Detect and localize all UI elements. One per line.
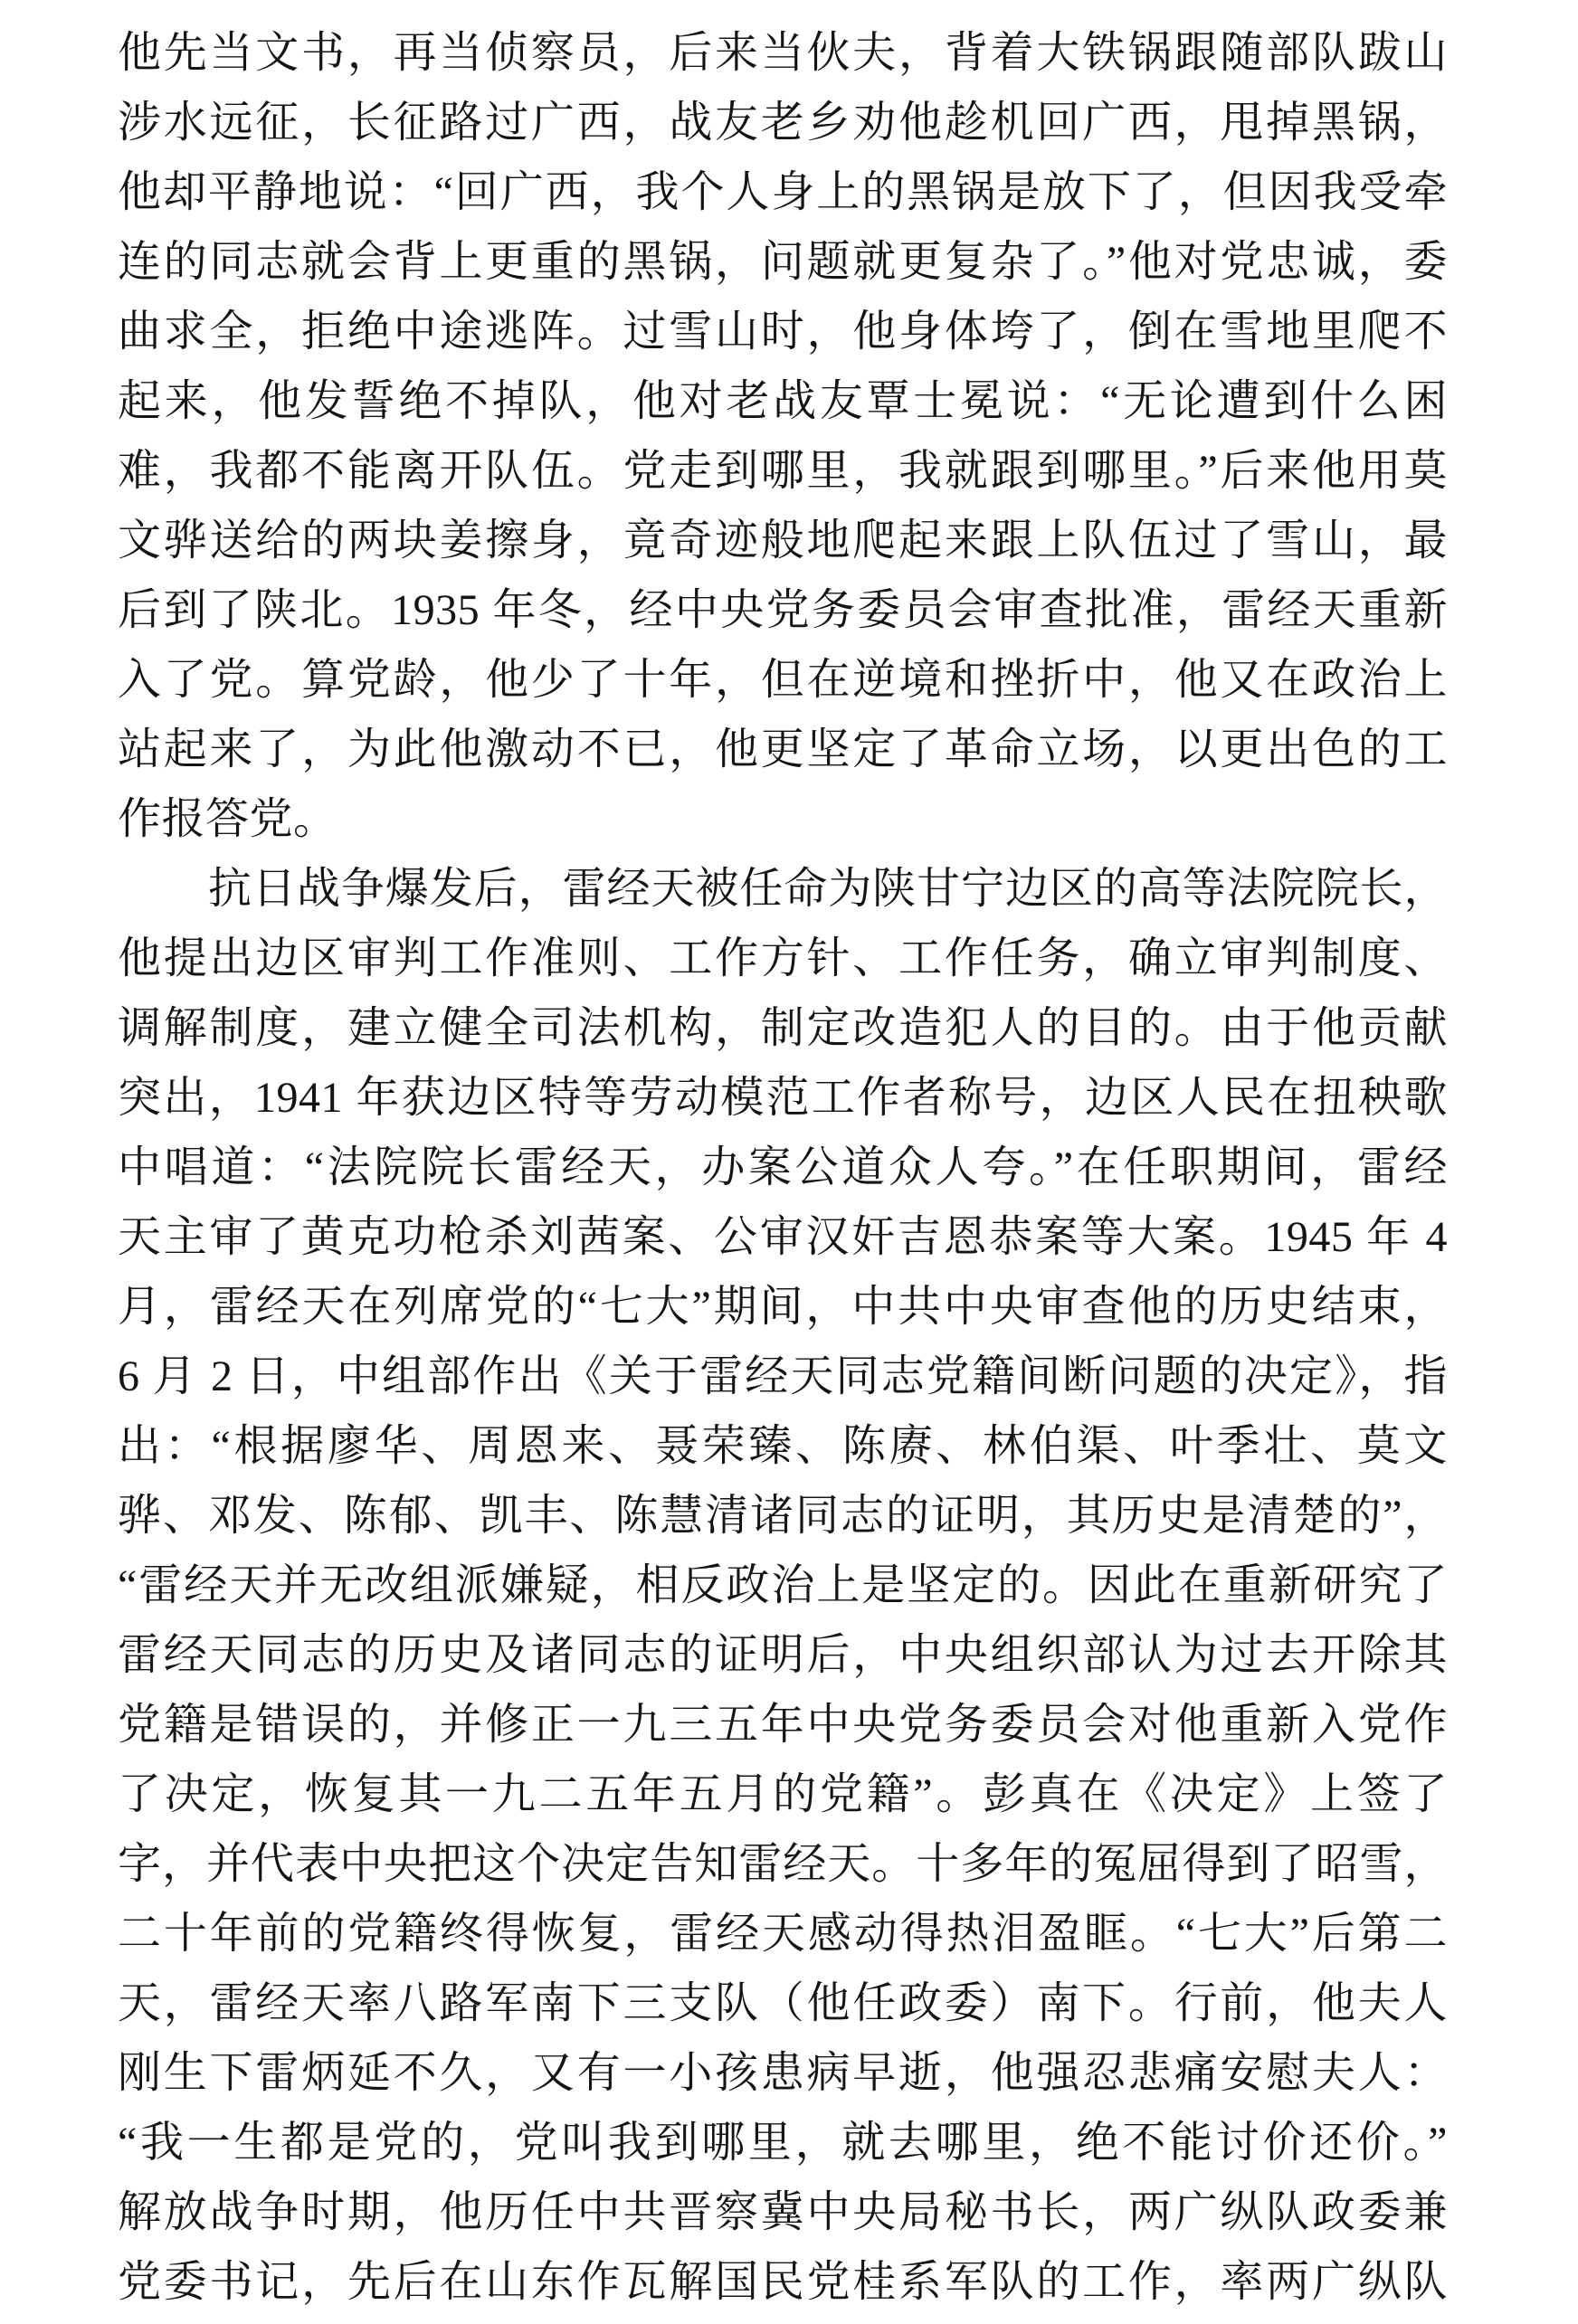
text-line: 突出，1941 年获边区特等劳动模范工作者称号，边区人民在扭秧歌 <box>118 1074 1448 1122</box>
text-line: 6 月 2 日，中组部作出《关于雷经天同志党籍间断问题的决定》，指 <box>118 1352 1448 1400</box>
text-line: 字，并代表中央把这个决定告知雷经天。十多年的冤屈得到了昭雪， <box>118 1840 1448 1888</box>
text-line: 雷经天同志的历史及诸同志的证明后，中央组织部认为过去开除其 <box>118 1631 1448 1679</box>
text-line: “雷经天并无改组派嫌疑，相反政治上是坚定的。因此在重新研究了 <box>118 1561 1448 1609</box>
text-line: 党委书记，先后在山东作瓦解国民党桂系军队的工作，率两广纵队 <box>118 2258 1448 2306</box>
text-line: 他却平静地说：“回广西，我个人身上的黑锅是放下了，但因我受牵 <box>118 168 1448 216</box>
text-line: 曲求全，拒绝中途逃阵。过雪山时，他身体垮了，倒在雪地里爬不 <box>118 308 1448 356</box>
text-line: 天主审了黄克功枪杀刘茜案、公审汉奸吉恩恭案等大案。1945 年 4 <box>118 1213 1448 1261</box>
text-line: 了决定，恢复其一九二五年五月的党籍”。彭真在《决定》上签了 <box>118 1770 1448 1818</box>
text-line: 骅、邓发、陈郁、凯丰、陈慧清诸同志的证明，其历史是清楚的”， <box>118 1492 1448 1540</box>
text-line: 他提出边区审判工作准则、工作方针、工作任务，确立审判制度、 <box>118 934 1448 982</box>
text-block <box>118 18 1448 2317</box>
text-line: 天，雷经天率八路军南下三支队（他任政委）南下。行前，他夫人 <box>118 1979 1448 2027</box>
text-line: 起来，他发誓绝不掉队，他对老战友覃士冕说：“无论遭到什么困 <box>118 377 1448 425</box>
text-line: 月，雷经天在列席党的“七大”期间，中共中央审查他的历史结束， <box>118 1283 1448 1331</box>
text-line: 他先当文书，再当侦察员，后来当伙夫，背着大铁锅跟随部队跋山 <box>118 29 1448 77</box>
text-line: 二十年前的党籍终得恢复，雷经天感动得热泪盈眶。“七大”后第二 <box>118 1910 1448 1958</box>
text-line-paragraph-start: 抗日战争爆发后，雷经天被任命为陕甘宁边区的高等法院院长， <box>208 865 1448 913</box>
text-line: 党籍是错误的，并修正一九三五年中央党务委员会对他重新入党作 <box>118 1701 1448 1749</box>
text-line: 连的同志就会背上更重的黑锅，问题就更复杂了。”他对党忠诚，委 <box>118 238 1448 286</box>
text-line: 入了党。算党龄，他少了十年，但在逆境和挫折中，他又在政治上 <box>118 656 1448 704</box>
text-line: 调解制度，建立健全司法机构，制定改造犯人的目的。由于他贡献 <box>118 1004 1448 1052</box>
text-line: 出：“根据廖华、周恩来、聂荣臻、陈赓、林伯渠、叶季壮、莫文 <box>118 1422 1448 1470</box>
text-line: 站起来了，为此他激动不已，他更坚定了革命立场，以更出色的工 <box>118 726 1448 773</box>
text-line: 后到了陕北。1935 年冬，经中央党务委员会审查批准，雷经天重新 <box>118 586 1448 634</box>
text-line: 文骅送给的两块姜擦身，竟奇迹般地爬起来跟上队伍过了雪山，最 <box>118 517 1448 564</box>
text-line-paragraph-end: 作报答党。 <box>118 795 337 843</box>
text-line: 难，我都不能离开队伍。党走到哪里，我就跟到哪里。”后来他用莫 <box>118 447 1448 495</box>
text-line: 解放战争时期，他历任中共晋察冀中央局秘书长，两广纵队政委兼 <box>118 2188 1448 2236</box>
text-line: 中唱道：“法院院长雷经天，办案公道众人夸。”在任职期间，雷经 <box>118 1143 1448 1191</box>
text-line: “我一生都是党的，党叫我到哪里，就去哪里，绝不能讨价还价。” <box>118 2119 1448 2167</box>
text-line: 刚生下雷炳延不久，又有一小孩患病早逝，他强忍悲痛安慰夫人： <box>118 2049 1448 2097</box>
text-line: 涉水远征，长征路过广西，战友老乡劝他趁机回广西，甩掉黑锅， <box>118 99 1448 147</box>
